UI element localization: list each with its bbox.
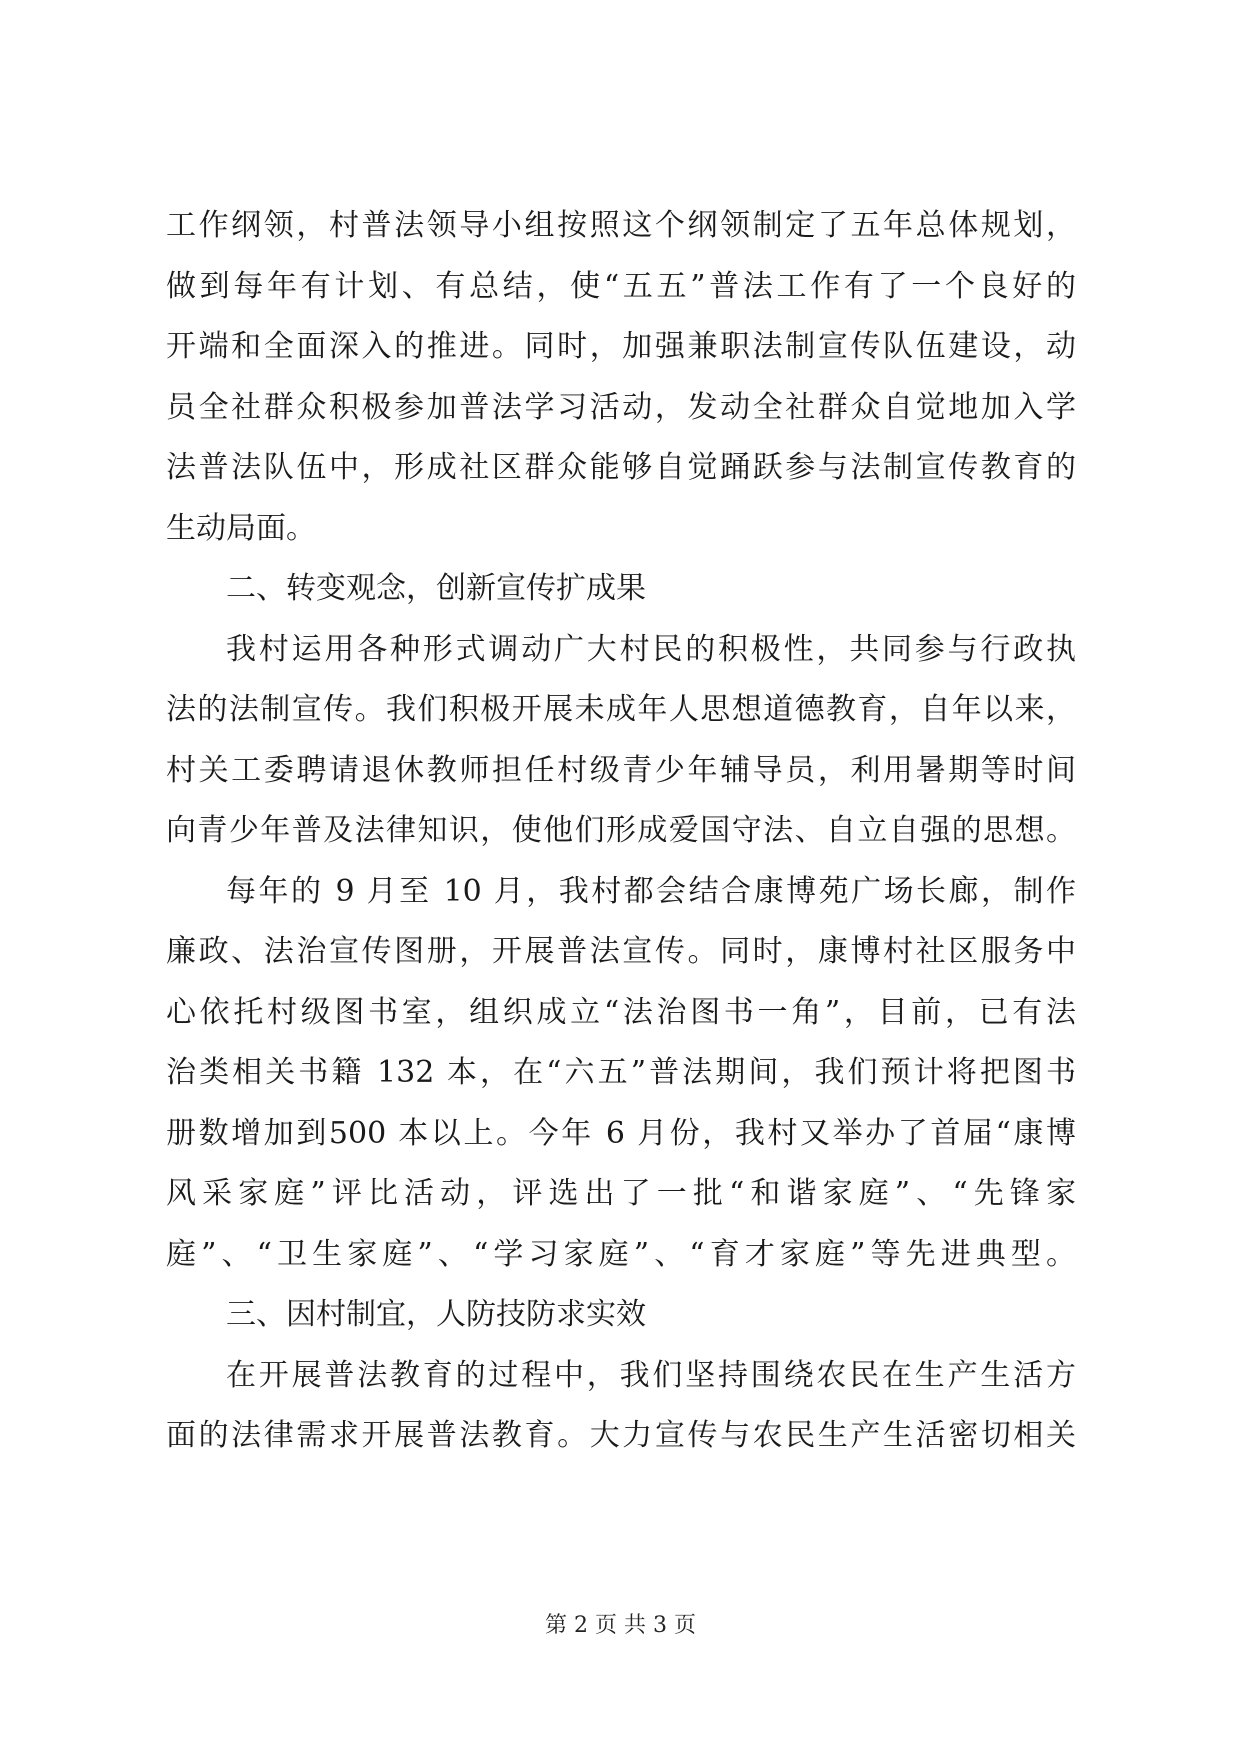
- text-line: 向青少年普及法律知识，使他们形成爱国守法、自立自强的思想。: [166, 813, 1076, 848]
- text-line: 员全社群众积极参加普法学习活动，发动全社群众自觉地加入学: [166, 389, 1076, 425]
- text-line: 开端和全面深入的推进。同时，加强兼职法制宣传队伍建设，动: [166, 329, 1076, 364]
- text-line: 三、因村制宜，人防技防求实效: [226, 1297, 646, 1332]
- text-line: 心依托村级图书室，组织成立“法治图书一角”，目前，已有法: [166, 994, 1076, 1030]
- text-line: 村关工委聘请退休教师担任村级青少年辅导员，利用暑期等时间: [166, 752, 1076, 788]
- page-footer: 第 2 页 共 3 页: [545, 1613, 696, 1638]
- text-line: 在开展普法教育的过程中，我们坚持围绕农民在生产生活方: [226, 1357, 1076, 1393]
- text-line: 法普法队伍中，形成社区群众能够自觉踊跃参与法制宣传教育的: [166, 450, 1076, 485]
- text-line: 二、转变观念，创新宣传扩成果: [226, 571, 646, 606]
- text-line: 册数增加到500 本以上。今年 6 月份，我村又举办了首届“康博: [166, 1115, 1076, 1151]
- text-line: 工作纲领，村普法领导小组按照这个纲领制定了五年总体规划，: [166, 208, 1076, 243]
- text-line: 治类相关书籍 132 本，在“六五”普法期间，我们预计将把图书: [166, 1055, 1076, 1090]
- text-line: 庭”、“卫生家庭”、“学习家庭”、“育才家庭”等先进典型。: [166, 1236, 1076, 1272]
- text-line: 每年的 9 月至 10 月，我村都会结合康博苑广场长廊，制作: [226, 873, 1076, 909]
- text-line: 生动局面。: [166, 510, 316, 546]
- text-line: 做到每年有计划、有总结，使“五五”普法工作有了一个良好的: [166, 268, 1076, 304]
- text-line: 我村运用各种形式调动广大村民的积极性，共同参与行政执: [226, 631, 1076, 667]
- text-line: 面的法律需求开展普法教育。大力宣传与农民生产生活密切相关: [166, 1418, 1076, 1453]
- text-line: 风采家庭”评比活动，评选出了一批“和谐家庭”、“先锋家: [166, 1176, 1076, 1211]
- text-line: 廉政、法治宣传图册，开展普法宣传。同时，康博村社区服务中: [166, 934, 1076, 969]
- text-line: 法的法制宣传。我们积极开展未成年人思想道德教育，自年以来，: [166, 692, 1076, 727]
- document-body: [166, 196, 1076, 1467]
